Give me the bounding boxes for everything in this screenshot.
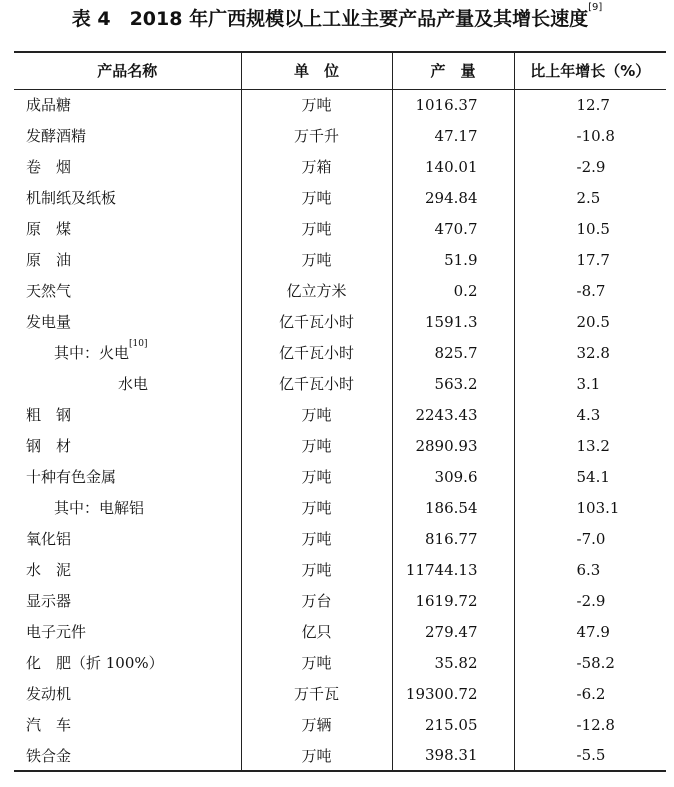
unit-cell: 万吨 [241, 213, 392, 244]
table-row [14, 740, 666, 771]
table-row [14, 182, 666, 213]
unit-cell: 万吨 [241, 244, 392, 275]
production-cell: 0.2 [392, 275, 514, 306]
production-cell: 825.7 [392, 337, 514, 368]
table-row [14, 678, 666, 709]
table-row [14, 461, 666, 492]
growth-cell: 54.1 [514, 461, 666, 492]
growth-cell: -58.2 [514, 647, 666, 678]
header-unit: 单 位 [241, 52, 392, 89]
production-cell: 1591.3 [392, 306, 514, 337]
production-cell: 309.6 [392, 461, 514, 492]
product-name-cell: 机制纸及纸板 [26, 189, 117, 207]
unit-cell: 万箱 [241, 151, 392, 182]
production-cell: 470.7 [392, 213, 514, 244]
product-name-cell: 钢 材 [26, 437, 72, 455]
unit-cell: 万吨 [241, 492, 392, 523]
product-name-cell: 卷 烟 [26, 158, 72, 176]
production-cell: 186.54 [392, 492, 514, 523]
product-name-cell: 氧化铝 [26, 530, 72, 548]
table-row [14, 306, 666, 337]
product-name-cell: 其中：火电[10] [54, 339, 148, 362]
growth-cell: -5.5 [514, 740, 666, 771]
production-cell: 47.17 [392, 120, 514, 151]
growth-cell: -8.7 [514, 275, 666, 306]
growth-cell: 13.2 [514, 430, 666, 461]
growth-cell: 103.1 [514, 492, 666, 523]
unit-cell: 万吨 [241, 740, 392, 771]
footnote-ref: [10] [129, 339, 148, 349]
unit-cell: 万吨 [241, 182, 392, 213]
growth-cell: 10.5 [514, 213, 666, 244]
table-title: 表 4 2018 年广西规模以上工业主要产品产量及其增长速度[9] [71, 2, 603, 30]
table-row [14, 492, 666, 523]
table-row [14, 585, 666, 616]
production-cell: 2243.43 [392, 399, 514, 430]
product-name-cell: 成品糖 [26, 96, 72, 115]
unit-cell: 万吨 [241, 399, 392, 430]
table-row [14, 151, 666, 182]
product-table [14, 51, 666, 772]
product-name-cell: 十种有色金属 [26, 468, 117, 486]
unit-cell: 亿千瓦小时 [241, 306, 392, 337]
table-row [14, 709, 666, 740]
growth-cell: -7.0 [514, 523, 666, 554]
unit-cell: 万吨 [241, 89, 392, 120]
production-cell: 35.82 [392, 647, 514, 678]
production-cell: 11744.13 [392, 554, 514, 585]
production-cell: 51.9 [392, 244, 514, 275]
growth-cell: -6.2 [514, 678, 666, 709]
table-row [14, 554, 666, 585]
production-cell: 816.77 [392, 523, 514, 554]
growth-cell: 2.5 [514, 182, 666, 213]
product-name-cell: 化 肥（折 100%） [26, 654, 164, 672]
table-row [14, 368, 666, 399]
unit-cell: 万辆 [241, 709, 392, 740]
growth-cell: 6.3 [514, 554, 666, 585]
production-cell: 279.47 [392, 616, 514, 647]
production-cell: 294.84 [392, 182, 514, 213]
table-row [14, 337, 666, 368]
growth-cell: -10.8 [514, 120, 666, 151]
growth-cell: 17.7 [514, 244, 666, 275]
title-footnote-ref: [9] [588, 2, 603, 13]
production-cell: 2890.93 [392, 430, 514, 461]
table-row [14, 647, 666, 678]
unit-cell: 万台 [241, 585, 392, 616]
product-name-cell: 水电 [118, 375, 149, 393]
growth-cell: 47.9 [514, 616, 666, 647]
unit-cell: 万吨 [241, 647, 392, 678]
product-name-cell: 原 油 [26, 251, 72, 269]
product-name-cell: 汽 车 [26, 716, 72, 734]
production-cell: 215.05 [392, 709, 514, 740]
unit-cell: 万吨 [241, 430, 392, 461]
header-row [14, 52, 666, 89]
unit-cell: 万千瓦 [241, 678, 392, 709]
unit-cell: 万吨 [241, 554, 392, 585]
growth-cell: -2.9 [514, 585, 666, 616]
production-cell: 1619.72 [392, 585, 514, 616]
unit-cell: 亿千瓦小时 [241, 368, 392, 399]
growth-cell: -12.8 [514, 709, 666, 740]
growth-cell: 32.8 [514, 337, 666, 368]
product-name-cell: 天然气 [26, 282, 72, 300]
growth-cell: 4.3 [514, 399, 666, 430]
growth-cell: -2.9 [514, 151, 666, 182]
table-row [14, 523, 666, 554]
unit-cell: 亿只 [241, 616, 392, 647]
production-cell: 140.01 [392, 151, 514, 182]
header-production: 产 量 [392, 52, 514, 89]
product-name-cell: 电子元件 [26, 623, 87, 641]
production-cell: 398.31 [392, 740, 514, 771]
header-growth: 比上年增长（%） [514, 52, 666, 89]
product-name-cell: 发电量 [26, 313, 72, 331]
product-name-cell: 粗 钢 [26, 406, 72, 424]
product-name-cell: 发酵酒精 [26, 127, 87, 145]
table-row [14, 244, 666, 275]
product-name-cell: 铁合金 [14, 740, 241, 771]
growth-cell: 12.7 [514, 89, 666, 120]
product-name-cell: 其中：电解铝 [54, 499, 145, 517]
unit-cell: 万吨 [241, 461, 392, 492]
growth-cell: 20.5 [514, 306, 666, 337]
table-row [14, 430, 666, 461]
table-row [14, 213, 666, 244]
unit-cell: 万千升 [241, 120, 392, 151]
product-name-cell: 显示器 [26, 592, 72, 610]
production-cell: 563.2 [392, 368, 514, 399]
product-name-cell: 原 煤 [26, 220, 72, 238]
unit-cell: 亿千瓦小时 [241, 337, 392, 368]
unit-cell: 万吨 [241, 523, 392, 554]
table-row [14, 616, 666, 647]
production-cell: 1016.37 [392, 89, 514, 120]
unit-cell: 亿立方米 [241, 275, 392, 306]
table-row [14, 89, 666, 120]
header-product-name: 产品名称 [14, 52, 241, 89]
production-cell: 19300.72 [392, 678, 514, 709]
table-row [14, 399, 666, 430]
table-row [14, 275, 666, 306]
product-name-cell: 发动机 [26, 685, 72, 703]
table-row [14, 120, 666, 151]
growth-cell: 3.1 [514, 368, 666, 399]
product-name-cell: 水 泥 [26, 561, 72, 579]
